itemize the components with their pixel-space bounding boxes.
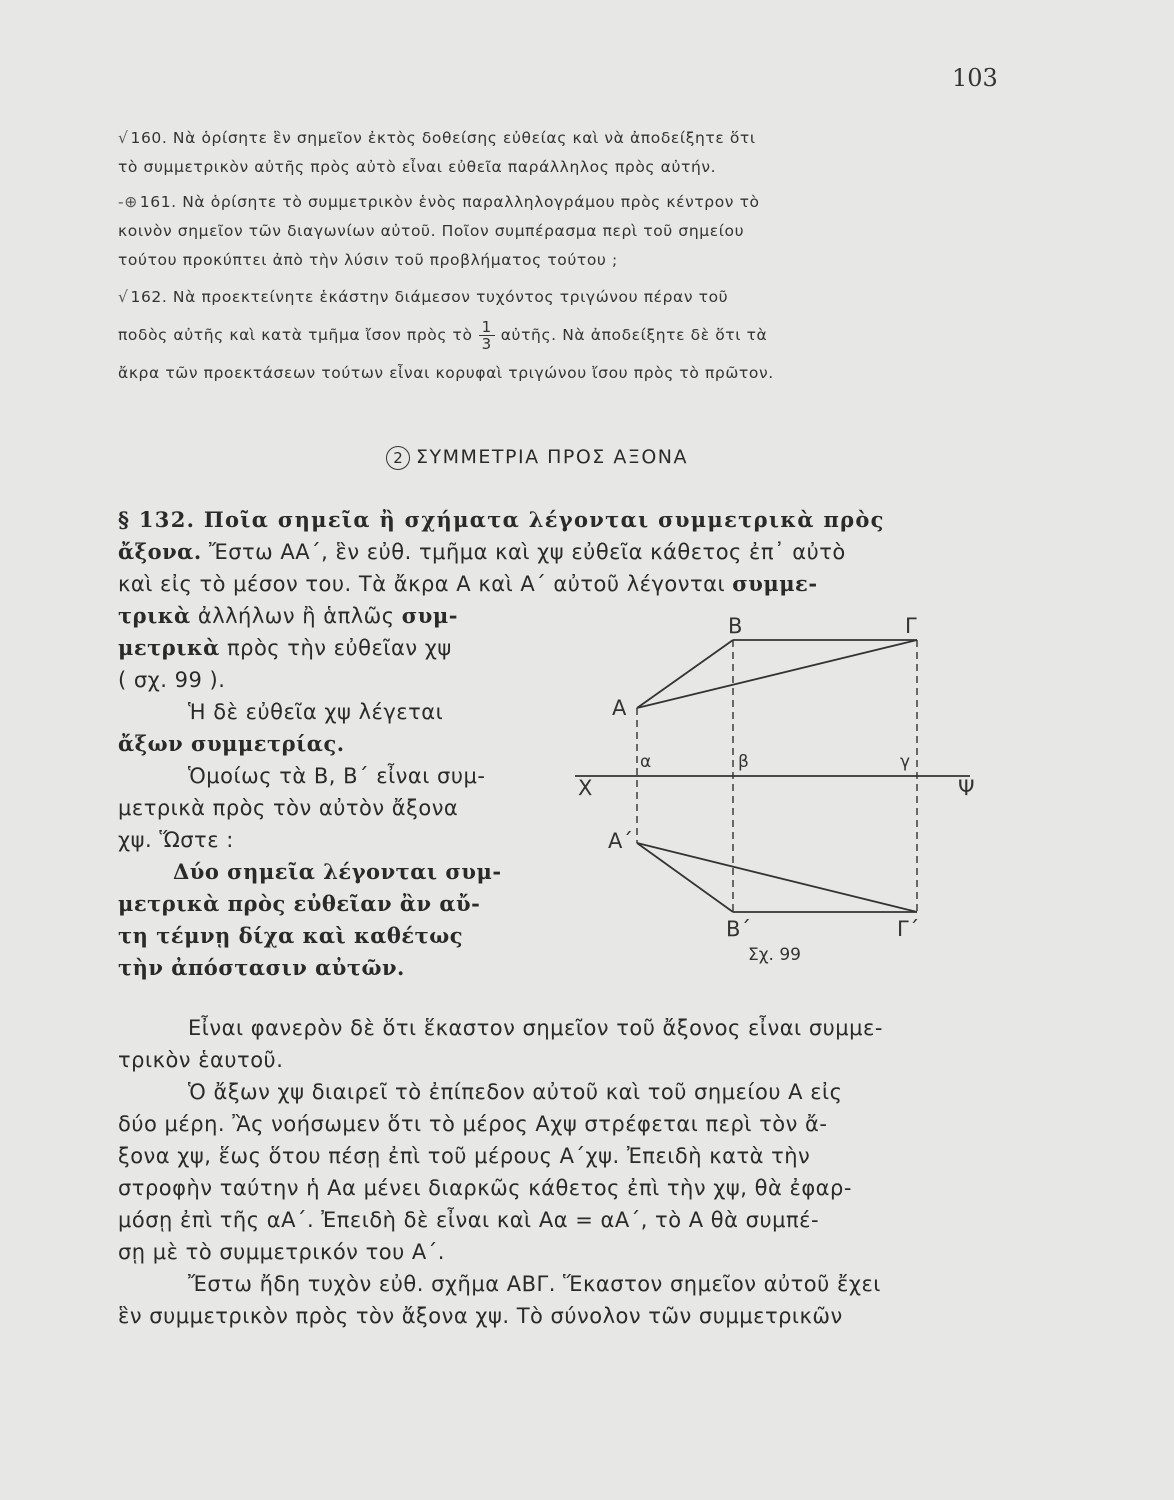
body-p2-line-6: σῃ μὲ τὸ συμμετρικόν του Α΄.: [118, 1240, 445, 1264]
paragraph-132-column: τρικὰ ἀλλήλων ἢ ἁπλῶς συμ- μετρικὰ πρὸς τὴν εὐθεῖαν χψ ( σχ. 99 ). Ἡ δὲ εὐθεῖα χψ λέγεται ἄξων συμμετρίας. Ὁμοίως τὰ Β, Β΄ εἶναι συμ- μετρικὰ πρὸς τὸν αὐτὸν ἄξονα χψ. Ὥστε : Δύο σημεῖα λέγονται συμ- μετρικὰ πρὸς εὐθεῖαν ἂν αὔ- τη τέμνῃ δίχα καὶ καθέτως τὴν ἀπόστασιν αὐτῶν.: [118, 600, 548, 984]
label-G-prime: Γ΄: [897, 917, 920, 941]
label-B-prime: Β΄: [726, 917, 751, 941]
paragraph-132-title: § 132. Ποῖα σημεῖα ἢ σχήματα λέγονται συμμετρικὰ πρὸς: [118, 507, 885, 532]
exercise-161-line-2: κοινὸν σημεῖον τῶν διαγωνίων αὐτοῦ. Ποῖον συμπέρασμα περὶ τοῦ σημείου: [118, 222, 745, 240]
exercise-162-line-3: ἄκρα τῶν προεκτάσεων τούτων εἶναι κορυφαὶ τριγώνου ἴσου πρὸς τὸ πρῶτον.: [118, 364, 774, 382]
exercise-161-line-1: 161. Νὰ ὁρίσητε τὸ συμμετρικὸν ἑνὸς παραλληλογράμου πρὸς κέντρον τὸ: [139, 193, 760, 211]
figure-caption: Σχ. 99: [748, 945, 802, 965]
check-mark-icon: √: [118, 129, 129, 147]
segment-AB: [637, 640, 733, 708]
paragraph-132-intro: § 132. Ποῖα σημεῖα ἢ σχήματα λέγονται συμμετρικὰ πρὸς ἄξονα. Ἔστω ΑΑ΄, ἓν εὐθ. τμῆμα καὶ χψ εὐθεῖα κάθετος ἐπ᾽ αὐτὸ καὶ εἰς τὸ μέσον του. Τὰ ἄκρα Α καὶ Α΄ αὐτοῦ λέγονται συμμε-: [118, 504, 998, 600]
label-beta: β: [738, 752, 749, 772]
exercise-162-line-1: 162. Νὰ προεκτείνητε ἑκάστην διάμεσον τυχόντος τριγώνου πέραν τοῦ: [130, 288, 729, 306]
segment-A2B2: [637, 843, 733, 912]
body-p1-line-1: Εἶναι φανερὸν δὲ ὅτι ἕκαστον σημεῖον τοῦ ἄξονος εἶναι συμμε-: [188, 1016, 883, 1040]
label-X: Χ: [578, 776, 593, 800]
label-alpha: α: [640, 752, 652, 772]
body-p2-line-5: μόσῃ ἐπὶ τῆς αΑ΄. Ἐπειδὴ δὲ εἶναι καὶ Αα = αΑ΄, τὸ Α θὰ συμπέ-: [118, 1208, 820, 1232]
definition-line-2: μετρικὰ πρὸς εὐθεῖαν ἂν αὔ-: [118, 891, 481, 916]
segment-A2G2: [637, 843, 917, 912]
label-gamma: γ: [900, 752, 911, 772]
label-Psi: Ψ: [958, 776, 975, 800]
definition-line-1: Δύο σημεῖα λέγονται συμ-: [173, 859, 502, 884]
segment-AG: [637, 640, 917, 708]
label-G: Γ: [905, 614, 917, 638]
body-text: [118, 1012, 998, 1332]
body-p2-line-4: στροφὴν ταύτην ἡ Αα μένει διαρκῶς κάθετος ἐπὶ τὴν χψ, θὰ ἐφαρ-: [118, 1176, 852, 1200]
body-p2-line-3: ξονα χψ, ἕως ὅτου πέσῃ ἐπὶ τοῦ μέρους Α΄χψ. Ἐπειδὴ κατὰ τὴν: [118, 1144, 811, 1168]
body-p3-line-1: Ἔστω ἤδη τυχὸν εὐθ. σχῆμα ΑΒΓ. Ἕκαστον σημεῖον αὐτοῦ ἔχει: [188, 1272, 881, 1296]
definition-line-3: τη τέμνῃ δίχα καὶ καθέτως: [118, 923, 464, 948]
exercise-161-line-3: τούτου προκύπτει ἀπὸ τὴν λύσιν τοῦ προβλήματος τούτου ;: [118, 251, 618, 269]
axis-of-symmetry-term: ἄξων συμμετρίας.: [118, 731, 345, 756]
definition-line-4: τὴν ἀπόστασιν αὐτῶν.: [118, 955, 405, 980]
fraction-one-third: $\frac{1}{3}$: [479, 319, 495, 352]
body-p2-line-1: Ὁ ἄξων χψ διαιρεῖ τὸ ἐπίπεδον αὐτοῦ καὶ τοῦ σημείου Α εἰς: [188, 1080, 843, 1104]
exercise-160-line-1: 160. Νὰ ὁρίσητε ἓν σημεῖον ἐκτὸς δοθείσης εὐθείας καὶ νὰ ἀποδείξητε ὅτι: [130, 129, 756, 147]
body-p3-line-2: ἓν συμμετρικὸν πρὸς τὸν ἄξονα χψ. Τὸ σύνολον τῶν συμμετρικῶν: [118, 1304, 843, 1328]
label-A: Α: [612, 696, 627, 720]
body-p1-line-2: τρικὸν ἑαυτοῦ.: [118, 1048, 284, 1072]
body-p2-line-2: δύο μέρη. Ἂς νοήσωμεν ὅτι τὸ μέρος Αχψ στρέφεται περὶ τὸν ἄ-: [118, 1112, 828, 1136]
check-mark-icon: √: [118, 288, 129, 306]
exercise-160-line-2: τὸ συμμετρικὸν αὐτῆς πρὸς αὐτὸ εἶναι εὐθεῖα παράλληλος πρὸς αὐτήν.: [118, 158, 717, 176]
section-title: ΣΥΜΜΕΤΡΙΑ ΠΡΟΣ ΑΞΟΝΑ: [416, 446, 689, 468]
exercise-162-line-2-end: αὐτῆς. Νὰ ἀποδείξητε δὲ ὅτι τὰ: [500, 326, 768, 344]
exercise-162-line-2-start: ποδὸς αὐτῆς καὶ κατὰ τμῆμα ἴσον πρὸς τὸ: [118, 326, 473, 344]
circled-mark-icon: -⊕: [118, 193, 138, 211]
label-B: Β: [728, 614, 743, 638]
label-A-prime: Α΄: [608, 829, 633, 853]
section-number-badge: 2: [386, 446, 410, 470]
page-number: 103: [952, 64, 998, 92]
